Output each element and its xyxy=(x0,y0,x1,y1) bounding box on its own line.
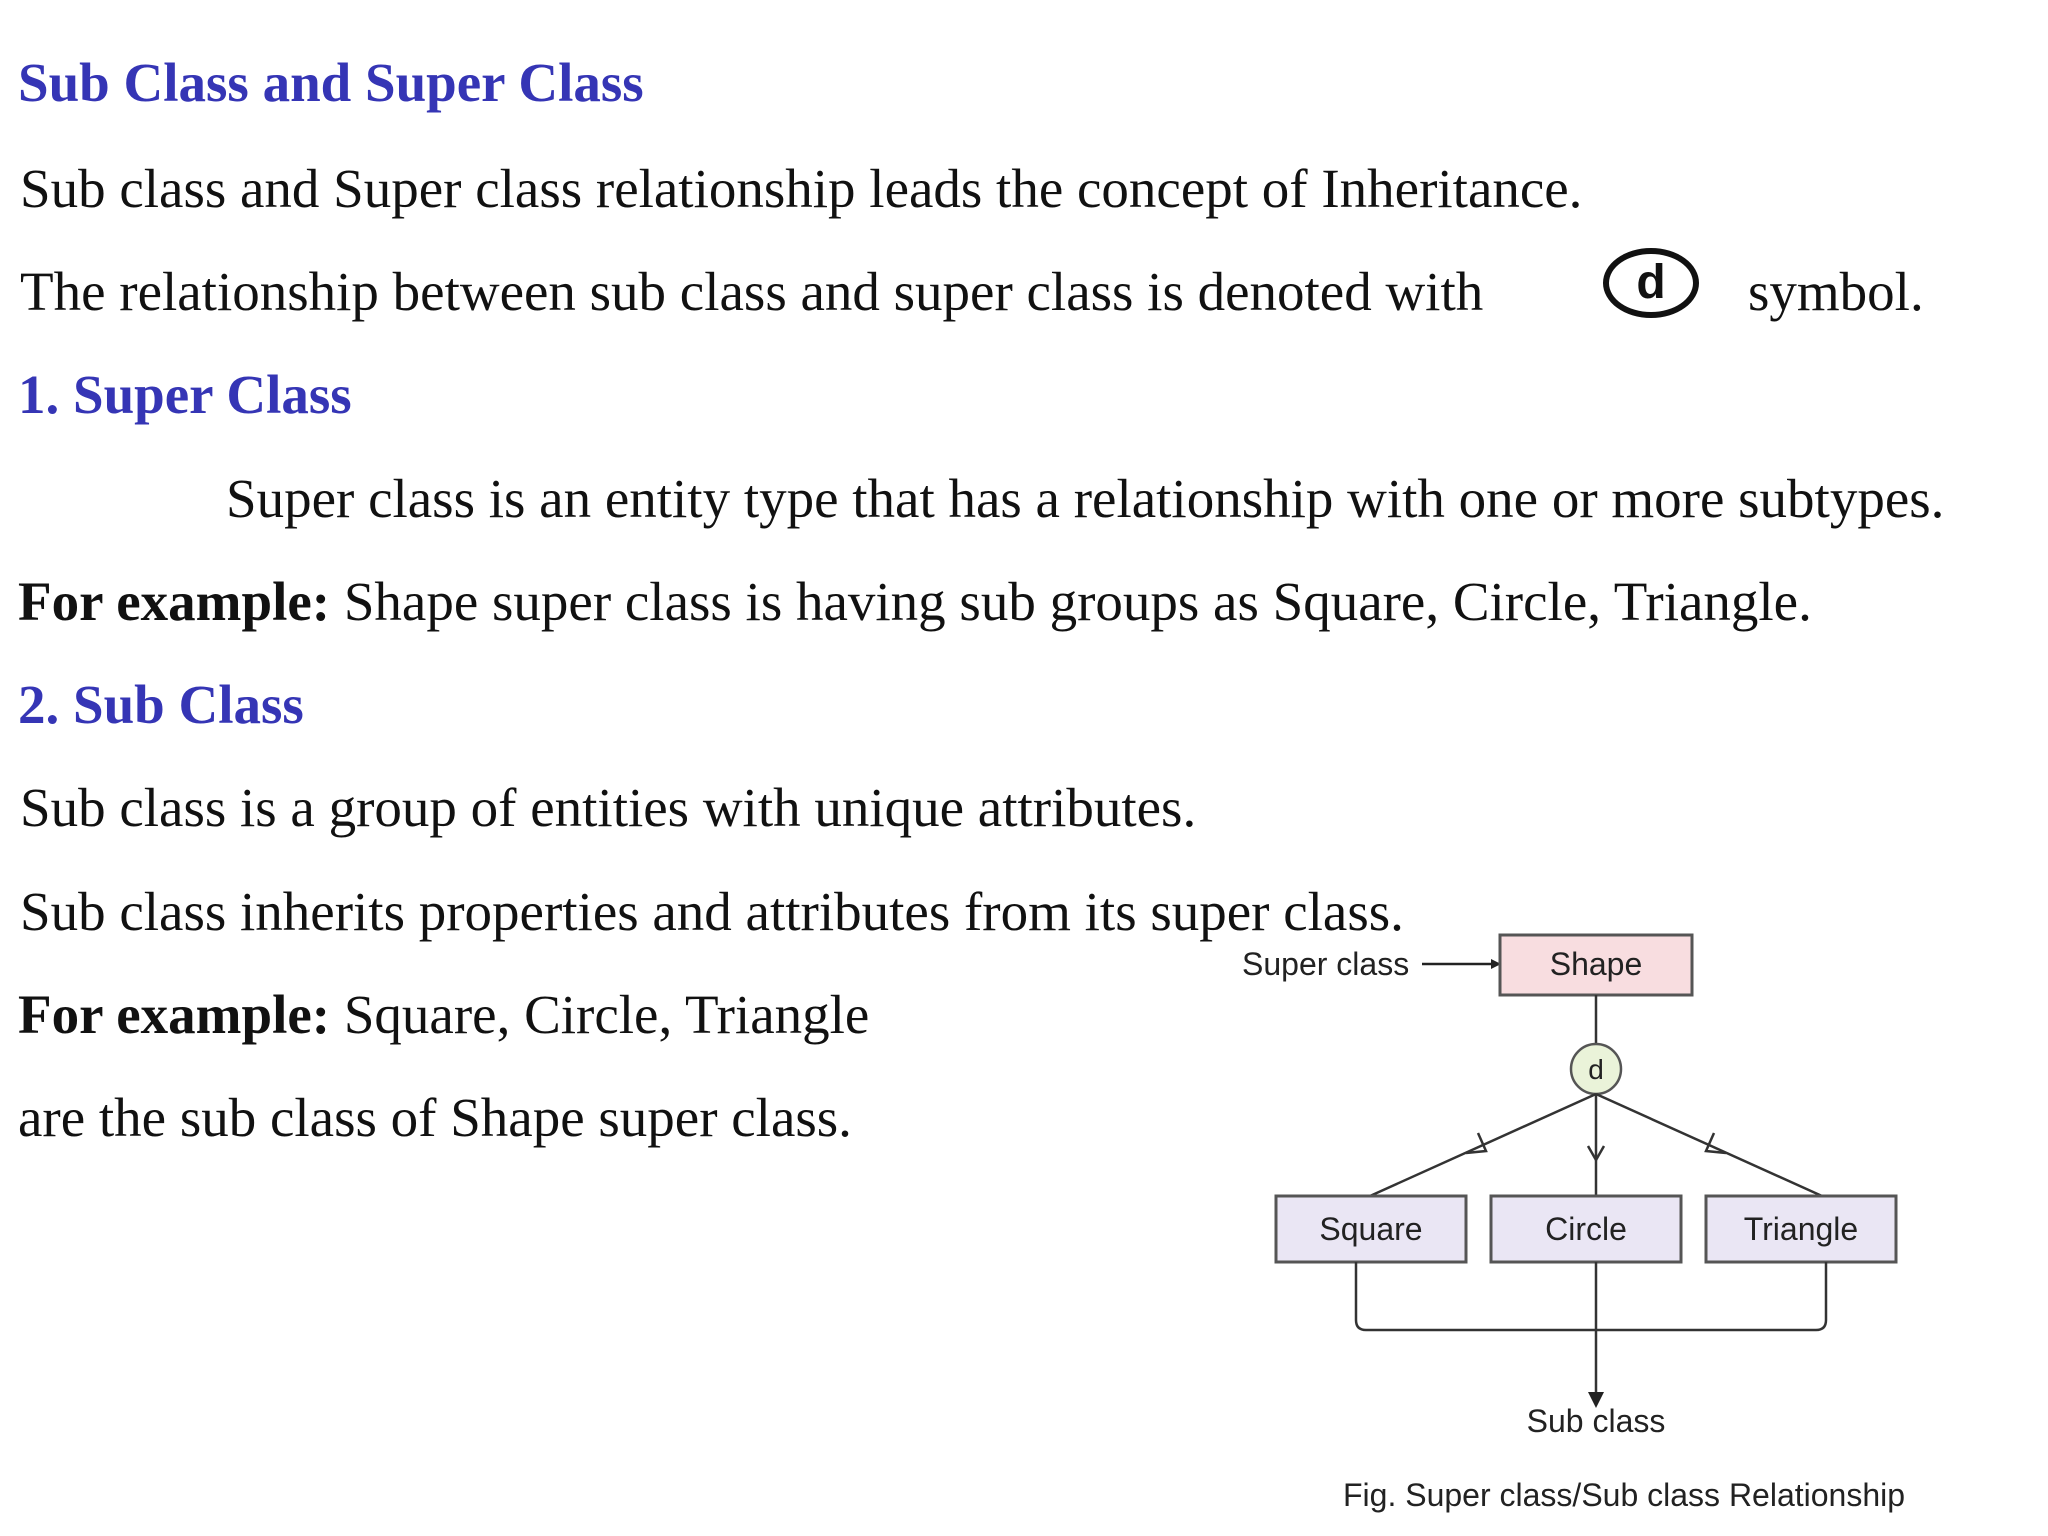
circle-node-label: Circle xyxy=(1545,1211,1627,1247)
disjoint-symbol: d xyxy=(1588,1054,1604,1085)
intro-line-1: Sub class and Super class relationship leads the concept of Inheritance. xyxy=(20,158,1583,219)
sub-class-definition-1: Sub class is a group of entities with unique attributes. xyxy=(20,777,1197,838)
example-label: For example: xyxy=(18,571,331,632)
sub-class-example-continued: are the sub class of Shape super class. xyxy=(18,1087,852,1148)
super-class-label: Super class xyxy=(1242,946,1410,982)
d-symbol-letter: d xyxy=(1636,256,1666,309)
figure-caption: Fig. Super class/Sub class Relationship xyxy=(1343,1477,1906,1513)
super-class-heading: 1. Super Class xyxy=(18,364,352,425)
super-class-definition: Super class is an entity type that has a relationship with one or more subtypes. xyxy=(226,468,1945,529)
sub-class-label: Sub class xyxy=(1526,1403,1666,1439)
square-node-label: Square xyxy=(1319,1211,1423,1247)
intro-line-2-text: The relationship between sub class and super class is denoted with xyxy=(20,261,1484,322)
sub-class-bracket xyxy=(1356,1262,1826,1392)
shape-node-label: Shape xyxy=(1549,946,1643,982)
sub-class-definition-2: Sub class inherits properties and attributes from its super class. xyxy=(20,881,1404,942)
example-text: Square, Circle, Triangle xyxy=(343,984,870,1045)
sub-class-heading: 2. Sub Class xyxy=(18,674,304,735)
intro-line-2-suffix: symbol. xyxy=(1748,261,1924,322)
page-title: Sub Class and Super Class xyxy=(18,52,644,113)
example-text: Shape super class is having sub groups as Square, Circle, Triangle. xyxy=(343,571,1812,632)
triangle-node-label: Triangle xyxy=(1743,1211,1859,1247)
example-label: For example: xyxy=(18,984,331,1045)
